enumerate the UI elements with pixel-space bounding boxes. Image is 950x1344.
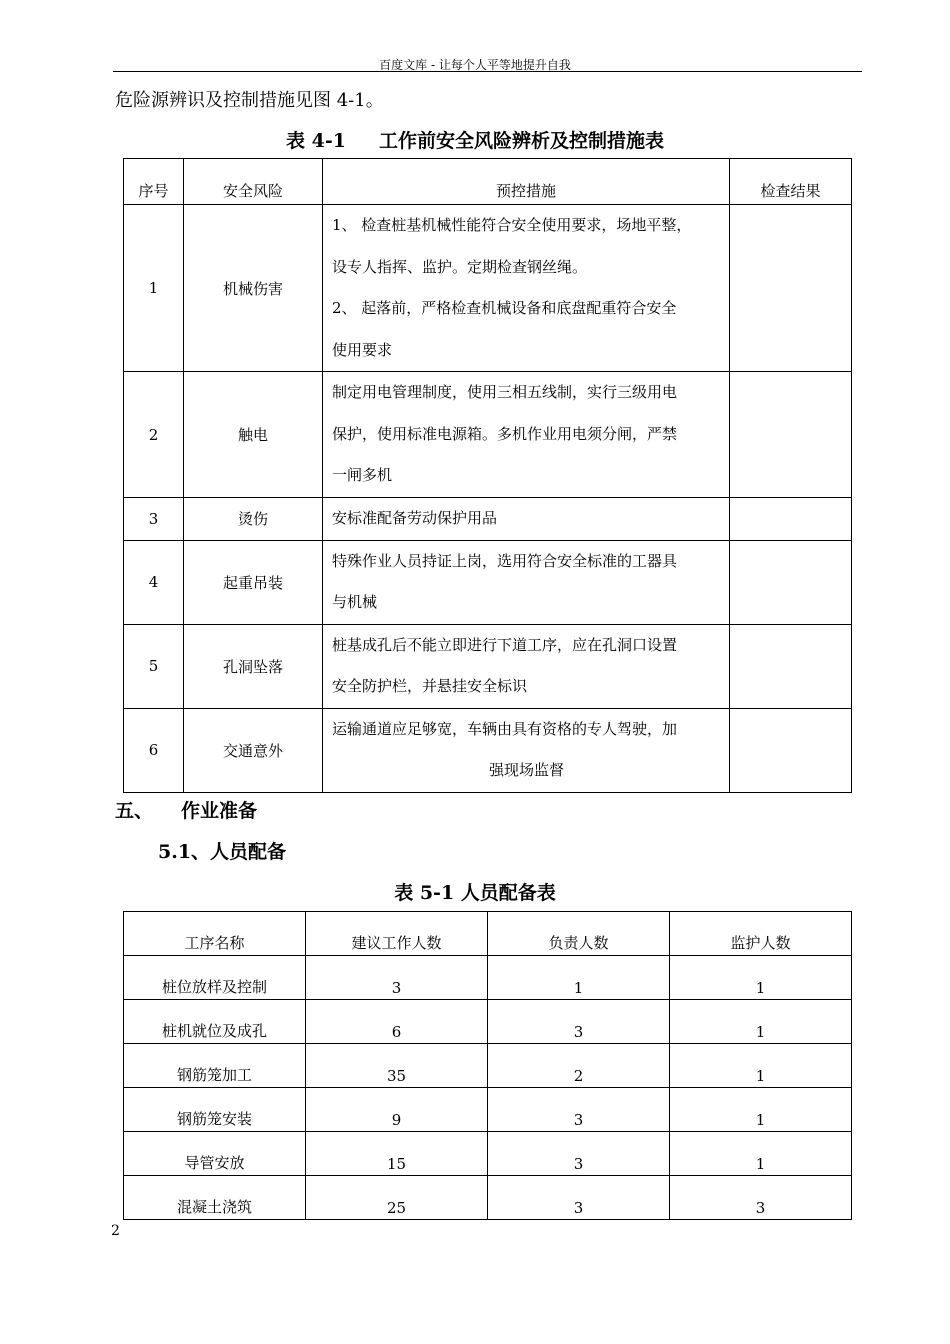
row-result bbox=[730, 624, 852, 708]
section-5-number: 五、 bbox=[115, 800, 154, 822]
cell-workers: 35 bbox=[306, 1044, 488, 1088]
header-cell-process: 工序名称 bbox=[124, 912, 306, 956]
intro-text: 危险源辨识及控制措施见图 4-1。 bbox=[115, 90, 384, 111]
cell-process: 桩机就位及成孔 bbox=[124, 1000, 306, 1044]
cell-workers: 25 bbox=[306, 1176, 488, 1220]
row-result bbox=[730, 708, 852, 792]
table-row bbox=[124, 624, 852, 708]
row-result bbox=[730, 372, 852, 498]
table-header-row bbox=[124, 912, 852, 956]
cell-guardians: 1 bbox=[670, 1132, 852, 1176]
row-risk: 烫伤 bbox=[184, 498, 323, 541]
cell-guardians: 1 bbox=[670, 956, 852, 1000]
section-5-title: 作业准备 bbox=[181, 800, 258, 822]
measure-line: 强现场监督 bbox=[488, 761, 564, 779]
cell-workers: 9 bbox=[306, 1088, 488, 1132]
table-row bbox=[124, 205, 852, 372]
page-number: 2 bbox=[111, 1223, 120, 1239]
table-header-row bbox=[124, 159, 852, 205]
cell-guardians: 3 bbox=[670, 1176, 852, 1220]
row-no: 2 bbox=[124, 372, 184, 498]
header-cell-risk: 安全风险 bbox=[184, 159, 323, 205]
table-4-1-title: 表 4-1 工作前安全风险辨析及控制措施表 bbox=[285, 130, 664, 152]
measure-line: 设专人指挥、监护。定期检查钢丝绳。 bbox=[332, 257, 588, 276]
cell-process: 桩位放样及控制 bbox=[124, 956, 306, 1000]
cell-supervisors: 3 bbox=[488, 1000, 670, 1044]
measure-line: 与机械 bbox=[332, 593, 378, 611]
measure-line: 一闸多机 bbox=[332, 466, 393, 485]
table-row bbox=[124, 540, 852, 624]
header-cell-measures: 预控措施 bbox=[323, 159, 730, 205]
header-cell-result: 检查结果 bbox=[730, 159, 852, 205]
measure-line: 特殊作业人员持证上岗，选用符合安全标准的工器具 bbox=[332, 551, 678, 570]
cell-supervisors: 3 bbox=[488, 1088, 670, 1132]
table-row bbox=[124, 498, 852, 541]
cell-supervisors: 3 bbox=[488, 1176, 670, 1220]
table-row bbox=[124, 956, 852, 1000]
header-divider bbox=[113, 71, 862, 72]
row-measures bbox=[323, 708, 730, 792]
cell-workers: 15 bbox=[306, 1132, 488, 1176]
cell-process: 钢筋笼加工 bbox=[124, 1044, 306, 1088]
cell-process: 混凝土浇筑 bbox=[124, 1176, 306, 1220]
row-measures bbox=[323, 540, 730, 624]
cell-supervisors: 3 bbox=[488, 1132, 670, 1176]
measure-line: 使用要求 bbox=[332, 340, 393, 359]
section-5-1-heading: 5.1、人员配备 bbox=[158, 841, 287, 863]
row-risk: 机械伤害 bbox=[184, 205, 323, 372]
row-risk: 交通意外 bbox=[184, 708, 323, 792]
cell-supervisors: 1 bbox=[488, 956, 670, 1000]
page-header: 百度文库 - 让每个人平等地提升自我 bbox=[379, 58, 571, 72]
row-no: 5 bbox=[124, 624, 184, 708]
measure-line: 2、 起落前，严格检查机械设备和底盘配重符合安全 bbox=[332, 299, 677, 317]
cell-process: 钢筋笼安装 bbox=[124, 1088, 306, 1132]
table-row bbox=[124, 1044, 852, 1088]
row-risk: 孔洞坠落 bbox=[184, 624, 323, 708]
section-5-heading bbox=[115, 796, 257, 823]
cell-supervisors: 2 bbox=[488, 1044, 670, 1088]
header-cell-guardians: 监护人数 bbox=[670, 912, 852, 956]
row-measures bbox=[323, 498, 730, 541]
row-result bbox=[730, 540, 852, 624]
row-no: 3 bbox=[124, 498, 184, 541]
row-risk: 触电 bbox=[184, 372, 323, 498]
staffing-table bbox=[123, 911, 852, 1220]
row-no: 4 bbox=[124, 540, 184, 624]
cell-guardians: 1 bbox=[670, 1044, 852, 1088]
header-cell-no: 序号 bbox=[124, 159, 184, 205]
table-row bbox=[124, 1176, 852, 1220]
cell-guardians: 1 bbox=[670, 1000, 852, 1044]
table-row bbox=[124, 708, 852, 792]
row-no: 1 bbox=[124, 205, 184, 372]
cell-workers: 3 bbox=[306, 956, 488, 1000]
cell-workers: 6 bbox=[306, 1000, 488, 1044]
table-row bbox=[124, 1000, 852, 1044]
table-5-1-title: 表 5-1 人员配备表 bbox=[394, 882, 556, 904]
row-result bbox=[730, 498, 852, 541]
row-measures bbox=[323, 624, 730, 708]
row-measures bbox=[323, 205, 730, 372]
row-risk: 起重吊装 bbox=[184, 540, 323, 624]
row-result bbox=[730, 205, 852, 372]
header-cell-workers: 建议工作人数 bbox=[306, 912, 488, 956]
cell-guardians: 1 bbox=[670, 1088, 852, 1132]
measure-line: 安标准配备劳动保护用品 bbox=[332, 509, 498, 527]
cell-process: 导管安放 bbox=[124, 1132, 306, 1176]
measure-line: 安全防护栏，并悬挂安全标识 bbox=[332, 677, 528, 695]
row-measures bbox=[323, 372, 730, 498]
row-no: 6 bbox=[124, 708, 184, 792]
table-row bbox=[124, 1088, 852, 1132]
table-row bbox=[124, 372, 852, 498]
risk-control-table bbox=[123, 158, 852, 793]
header-cell-supervisors: 负责人数 bbox=[488, 912, 670, 956]
measure-line: 1、 检查桩基机械性能符合安全使用要求，场地平整， bbox=[332, 216, 692, 234]
measure-line: 运输通道应足够宽，车辆由具有资格的专人驾驶，加 bbox=[332, 719, 678, 738]
measure-line: 制定用电管理制度，使用三相五线制，实行三级用电 bbox=[332, 383, 678, 402]
measure-line: 桩基成孔后不能立即进行下道工序，应在孔洞口设置 bbox=[332, 635, 678, 654]
table-row bbox=[124, 1132, 852, 1176]
measure-line: 保护，使用标准电源箱。多机作业用电须分闸，严禁 bbox=[332, 424, 678, 443]
